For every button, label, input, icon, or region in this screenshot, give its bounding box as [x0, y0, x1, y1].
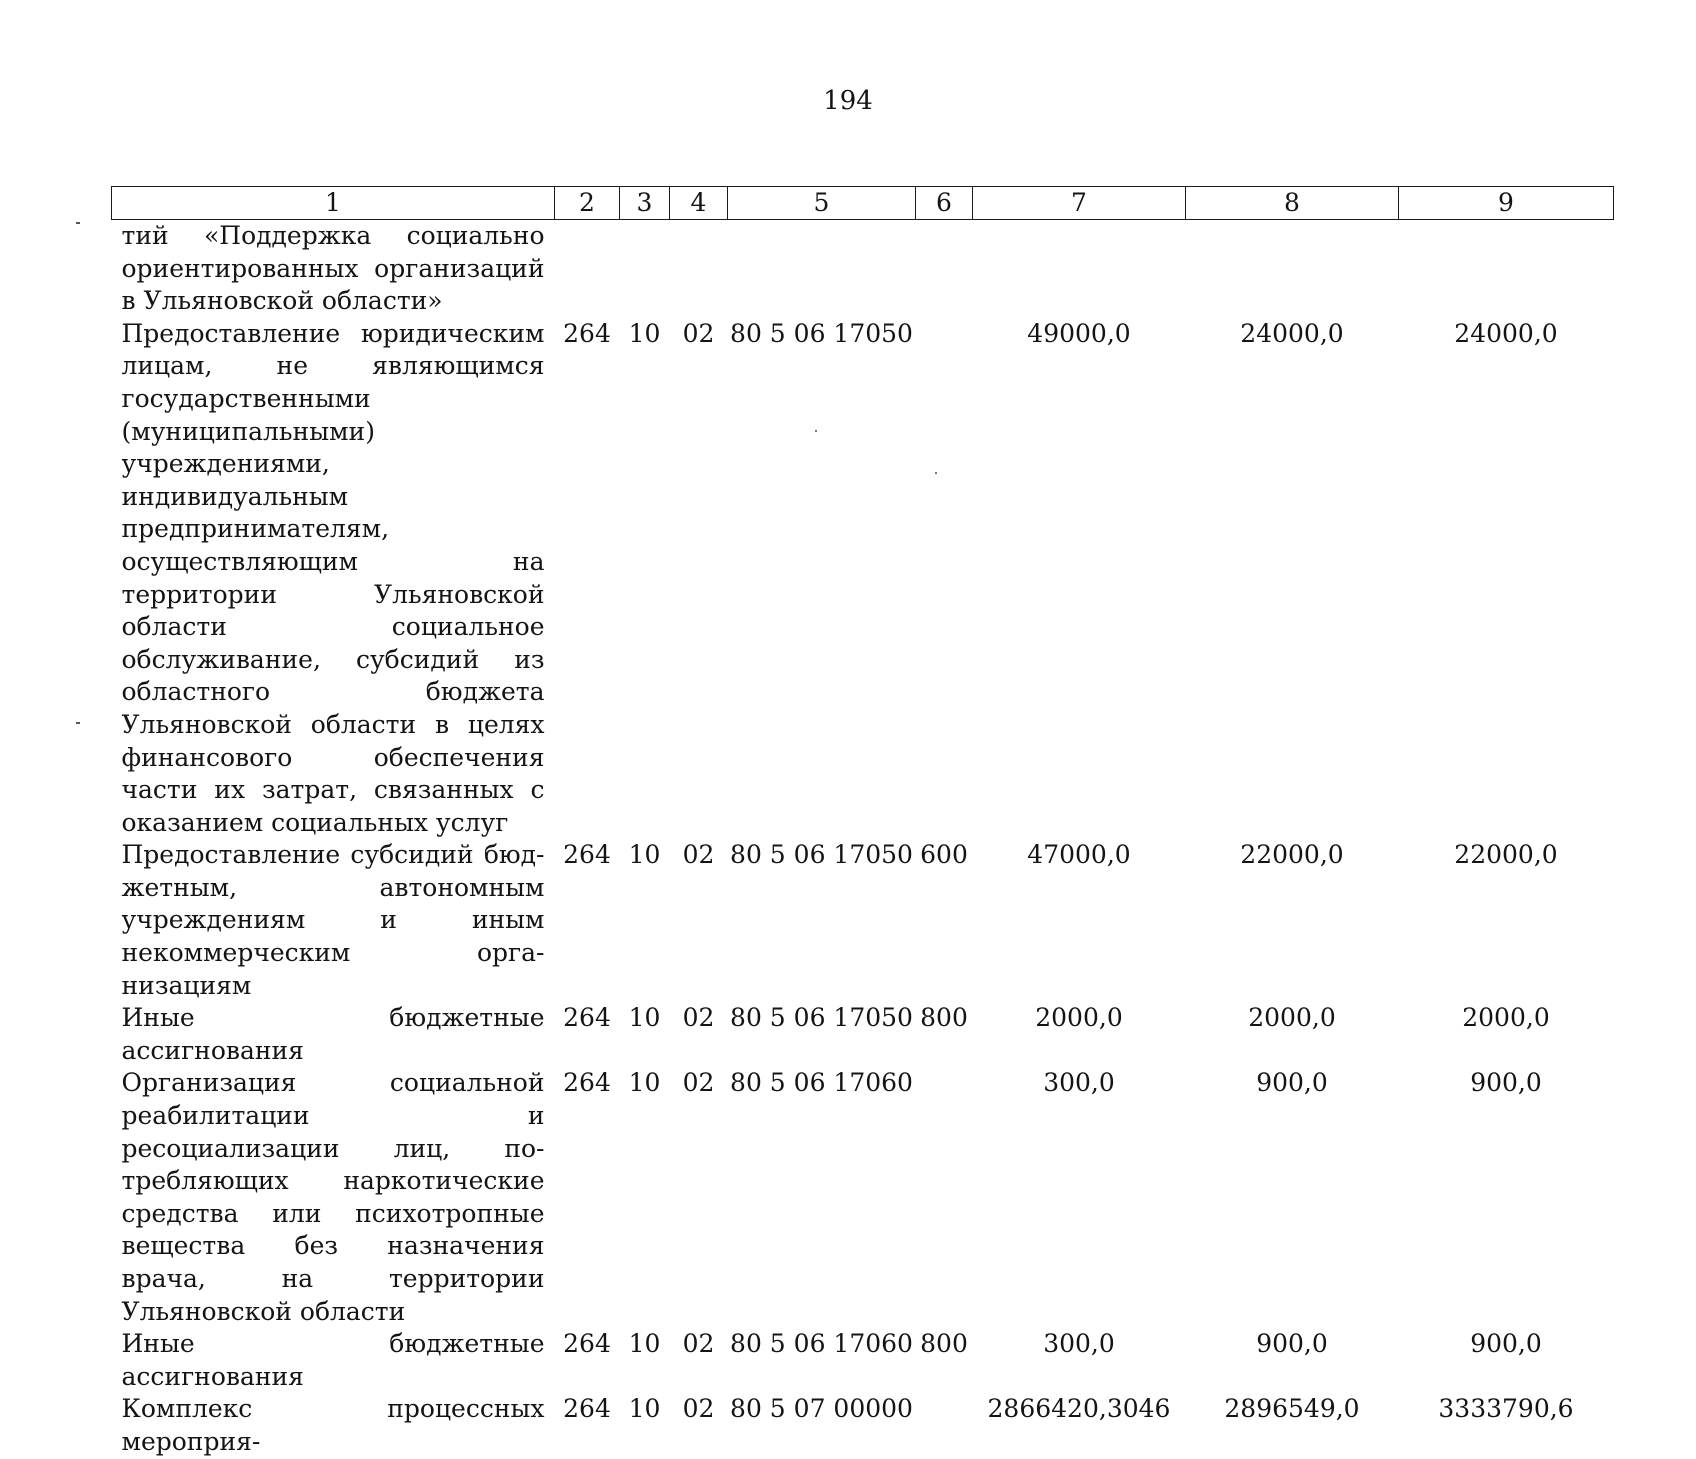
- table-row: [112, 1002, 1614, 1067]
- row-c9: 900,0: [1470, 1329, 1542, 1359]
- row-c8: [1186, 220, 1399, 318]
- row-c5: 80 5 06 17050: [730, 1003, 913, 1033]
- table-row: [112, 318, 1614, 840]
- row-c9: 2000,0: [1462, 1003, 1550, 1033]
- header-col-3: 3: [620, 187, 670, 220]
- header-col-4: 4: [670, 187, 728, 220]
- margin-mark: [76, 722, 80, 724]
- row-c9: 22000,0: [1454, 840, 1558, 870]
- row-c2: 264: [563, 1003, 611, 1033]
- table-row: [112, 1393, 1614, 1458]
- budget-table: [111, 186, 1614, 1459]
- row-c4: 02: [682, 318, 715, 348]
- row-c7: 49000,0: [1027, 318, 1131, 348]
- row-c9: 3333790,6: [1438, 1394, 1574, 1424]
- row-c6: [916, 1067, 973, 1328]
- row-c2: [555, 220, 620, 318]
- row-c6: [916, 318, 973, 840]
- row-c5: 80 5 06 17050: [730, 840, 913, 870]
- row-c6: 600: [920, 840, 968, 870]
- row-c4: 02: [682, 1003, 715, 1033]
- table-row: [112, 1067, 1614, 1328]
- row-c8: 900,0: [1256, 1329, 1328, 1359]
- row-c3: 10: [628, 1003, 661, 1033]
- row-c5: 80 5 06 17050: [730, 318, 913, 348]
- row-c4: 02: [682, 1068, 715, 1098]
- header-col-7: 7: [973, 187, 1186, 220]
- row-c3: [620, 220, 670, 318]
- table-row: [112, 220, 1614, 318]
- row-c4: 02: [682, 1394, 715, 1424]
- row-c4: [670, 220, 728, 318]
- row-c8: 2000,0: [1248, 1003, 1336, 1033]
- row-c8: 2896549,0: [1224, 1394, 1360, 1424]
- header-col-9: 9: [1399, 187, 1614, 220]
- row-c6: 800: [920, 1329, 968, 1359]
- row-c6: 800: [920, 1003, 968, 1033]
- row-c9: [1399, 220, 1614, 318]
- row-c9: 24000,0: [1454, 318, 1558, 348]
- row-c2: 264: [563, 840, 611, 870]
- row-c5: 80 5 07 00000: [730, 1394, 913, 1424]
- row-c7: 47000,0: [1027, 840, 1131, 870]
- row-c3: 10: [628, 840, 661, 870]
- table-row: [112, 1328, 1614, 1393]
- row-c5: [728, 220, 916, 318]
- row-c3: 10: [628, 1329, 661, 1359]
- row-c6: [916, 220, 973, 318]
- header-col-8: 8: [1186, 187, 1399, 220]
- row-c7: 300,0: [1043, 1329, 1115, 1359]
- row-name: Иные бюджетные ассигнования: [121, 1329, 545, 1391]
- row-c7: [973, 220, 1186, 318]
- row-name: Комплекс процессных мероприя-: [121, 1394, 545, 1456]
- row-c3: 10: [628, 1068, 661, 1098]
- margin-mark: [76, 222, 80, 224]
- header-col-1: 1: [112, 187, 555, 220]
- row-c3: 10: [628, 318, 661, 348]
- row-c3: 10: [628, 1394, 661, 1424]
- table-row: [112, 839, 1614, 1002]
- row-c9: 900,0: [1470, 1068, 1542, 1098]
- row-c8: 24000,0: [1240, 318, 1344, 348]
- row-c8: 22000,0: [1240, 840, 1344, 870]
- header-row: [112, 187, 1614, 220]
- header-col-6: 6: [916, 187, 973, 220]
- row-c7: 2866420,3046: [987, 1394, 1171, 1424]
- row-c4: 02: [682, 840, 715, 870]
- row-c2: 264: [563, 1068, 611, 1098]
- row-c2: 264: [563, 1394, 611, 1424]
- row-c5: 80 5 06 17060: [730, 1068, 913, 1098]
- row-c4: 02: [682, 1329, 715, 1359]
- row-c7: 2000,0: [1035, 1003, 1123, 1033]
- row-c5: 80 5 06 17060: [730, 1329, 913, 1359]
- row-c2: 264: [563, 318, 611, 348]
- row-c7: 300,0: [1043, 1068, 1115, 1098]
- row-name: Организация социальной реабилитации и ресоциализации лиц, потребляющих наркотические средства или психотропные вещества без назначения врача, на территории Ульяновской области: [121, 1068, 545, 1326]
- row-name: Предоставление юридическим лицам, не являющимся государственными (муниципальными) учреждениями, индивидуальным предпринимателям, осуществляющим на территории Ульяновской области социальное обслуживание, субсидий из областного бюджета Ульяновской области в целях финансового обеспечения части их затрат, связанных с оказанием социальных услуг: [121, 318, 545, 837]
- header-col-2: 2: [555, 187, 620, 220]
- row-c8: 900,0: [1256, 1068, 1328, 1098]
- row-name: Предоставление субсидий бюджетным, автономным учреждениям и иным некоммерческим организациям: [121, 840, 545, 1000]
- row-c6: [916, 1393, 973, 1458]
- page-number: 194: [823, 86, 873, 116]
- row-name: Иные бюджетные ассигнования: [121, 1003, 545, 1065]
- header-col-5: 5: [728, 187, 916, 220]
- row-name: тий «Поддержка социально ориентированных организаций в Ульяновской области»: [121, 221, 545, 316]
- row-c2: 264: [563, 1329, 611, 1359]
